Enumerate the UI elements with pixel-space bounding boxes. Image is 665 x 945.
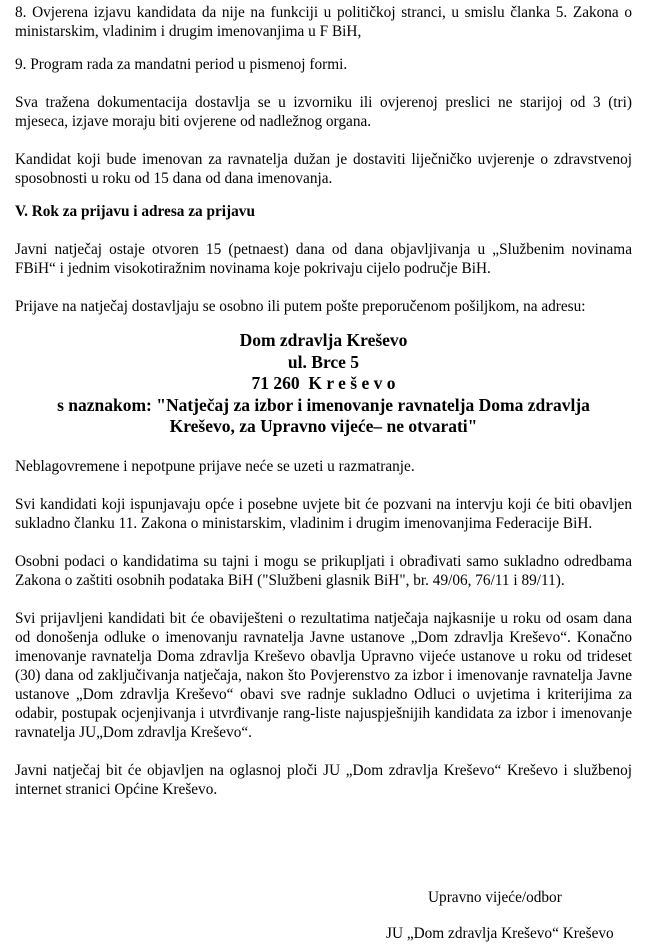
- signature-body: Upravno vijeće/odbor: [428, 889, 562, 906]
- open-period-paragraph: Javni natječaj ostaje otvoren 15 (petnaest) dana od dana objavljivanja u „Službenim novinama FBiH“ i jednim visokotiražnim novinama koje pokrivaju cijelo područje BiH.: [15, 241, 632, 277]
- address-marking-line2: Kreševo, za Upravno vijeće– ne otvarati": [169, 416, 478, 436]
- submission-paragraph: Prijave na natječaj dostavljaju se osobno ili putem pošte preporučenom pošiljkom, na adresu:: [15, 298, 586, 315]
- document-page: [15, 3, 632, 799]
- address-street: ul. Brce 5: [287, 351, 360, 372]
- address-postal-code: 71 260: [251, 373, 300, 393]
- documentation-paragraph: Sva tražena dokumentacija dostavlja se u izvorniku ili ovjerenoj preslici ne starijoj od 3 (tri) mjeseca, izjave moraju biti ovjerene od nadležnog organa.: [15, 94, 632, 130]
- address-postal-city: [15, 373, 632, 395]
- item-9: 9. Program rada za mandatni period u pismenoj formi.: [15, 56, 348, 73]
- results-paragraph: Svi prijavljeni kandidati bit će obaviješteni o rezultatima natječaja najkasnije u roku od osam dana od donošenja odluke o imenovanju ravnatelja Javne ustanove „Dom zdravlja Kreševo“. Konačno imenovanje ravnatelja Doma zdravlja Kreševo obavlja Upravno vijeće ustanove u roku od trideset (30) dana od zaključivanja natječaja, nakon što Povjerenstvo za izbor i imenovanje ravnatelja Javne ustanove „Dom zdravlja Kreševo“ obavi sve radnje sukladno Odluci o uvjetima i kriterijima za odabir, postupak ocjenjivanja i utvrđivanje rang-liste najuspješnijih kandidata za izbor i imenovanje ravnatelja JU„Dom zdravlja Kreševo“.: [15, 609, 632, 741]
- item-8: 8. Ovjerena izjavu kandidata da nije na funkciji u političkoj stranci, u smislu članka 5. Zakona o ministarskim, vladinim i drugim imenovanjima u F BiH,: [15, 4, 632, 40]
- publication-paragraph: Javni natječaj bit će objavljen na oglasnoj ploči JU „Dom zdravlja Kreševo“ Kreševo i službenoj internet stranici Općine Kreševo.: [15, 761, 632, 798]
- address-city: K r e š e v o: [308, 373, 396, 393]
- medical-certificate-paragraph: Kandidat koji bude imenovan za ravnatelja dužan je dostaviti liječničko uvjerenje o zdravstvenoj sposobnosti u roku od 15 dana od dana imenovanja.: [15, 151, 632, 187]
- late-applications-paragraph: Neblagovremene i nepotpune prijave neće se uzeti u razmatranje.: [15, 457, 415, 475]
- address-block: [15, 330, 632, 438]
- address-marking-line1: s naznakom: "Natječaj za izbor i imenovanje ravnatelja Doma zdravlja: [57, 394, 590, 415]
- signature-institution: JU „Dom zdravlja Kreševo“ Kreševo: [386, 925, 614, 942]
- section-heading: V. Rok za prijavu i adresa za prijavu: [15, 203, 255, 220]
- interview-paragraph: Svi kandidati koji ispunjavaju opće i posebne uvjete bit će pozvani na intervju koji će biti obavljen sukladno članku 11. Zakona o ministarskim, vladinim i drugim imenovanjima Federacije BiH.: [15, 495, 632, 532]
- address-name: Dom zdravlja Kreševo: [239, 330, 408, 350]
- privacy-paragraph: Osobni podaci o kandidatima su tajni i mogu se prikupljati i obrađivati samo sukladno odredbama Zakona o zaštiti osobnih podataka BiH ("Službeni glasnik BiH", br. 49/06, 76/11 i 89/11).: [15, 552, 632, 589]
